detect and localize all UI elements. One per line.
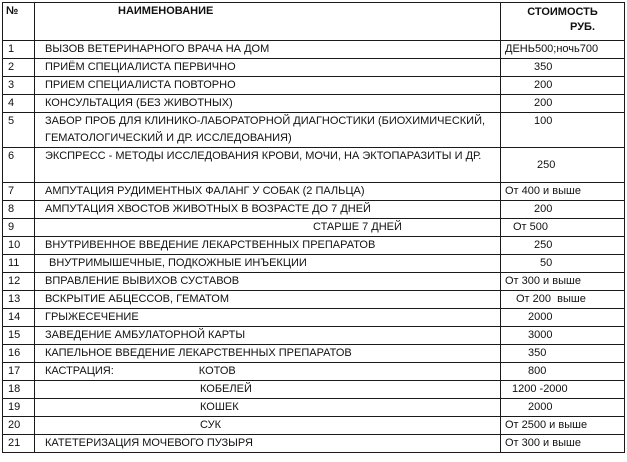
- header-price: [501, 3, 625, 41]
- row-number: 13: [3, 291, 35, 309]
- row-name-indented: СТАРШЕ 7 ДНЕЙ: [313, 221, 402, 233]
- row-number: 12: [3, 273, 35, 291]
- row-name: ВЫЗОВ ВЕТЕРИНАРНОГО ВРАЧА НА ДОМ: [35, 41, 501, 59]
- row-name: [35, 381, 501, 399]
- row-number: 9: [3, 219, 35, 237]
- row-number: 20: [3, 417, 35, 435]
- row-name: ЗАВЕДЕНИЕ АМБУЛАТОРНОЙ КАРТЫ: [35, 327, 501, 345]
- header-number: №: [3, 3, 35, 41]
- row-price: От 300 и выше: [501, 273, 625, 291]
- table-row: [3, 363, 625, 381]
- row-name: [35, 219, 501, 237]
- table-row: [3, 237, 625, 255]
- row-name-indented: КОШЕК: [200, 401, 239, 413]
- row-name: ПРИЁМ СПЕЦИАЛИСТА ПЕРВИЧНО: [35, 59, 501, 77]
- table-row: [3, 345, 625, 363]
- row-price: 3000: [501, 327, 625, 345]
- table-row: [3, 77, 625, 95]
- row-number: 10: [3, 237, 35, 255]
- header-price-line2: РУБ.: [570, 21, 595, 33]
- row-number: 5: [3, 113, 35, 148]
- price-table: [2, 2, 625, 453]
- row-name-indented: КОБЕЛЕЙ: [200, 383, 252, 395]
- table-row: [3, 201, 625, 219]
- row-name: [35, 363, 501, 381]
- row-number: 16: [3, 345, 35, 363]
- row-price: 800: [501, 363, 625, 381]
- row-name: ЭКСПРЕСС - МЕТОДЫ ИССЛЕДОВАНИЯ КРОВИ, МОЧИ, НА ЭКТОПАРАЗИТЫ И ДР.: [35, 148, 501, 183]
- row-price: ДЕНЬ500;ночь700: [501, 41, 625, 59]
- row-name: КАТЕТЕРИЗАЦИЯ МОЧЕВОГО ПУЗЫРЯ: [35, 435, 501, 453]
- row-price: От 400 и выше: [501, 183, 625, 201]
- row-name: АМПУТАЦИЯ ХВОСТОВ ЖИВОТНЫХ В ВОЗРАСТЕ ДО 7 ДНЕЙ: [35, 201, 501, 219]
- row-price: 1200 -2000: [501, 381, 625, 399]
- row-price: 350: [501, 345, 625, 363]
- table-row: [3, 309, 625, 327]
- table-row: [3, 291, 625, 309]
- row-name: КАПЕЛЬНОЕ ВВЕДЕНИЕ ЛЕКАРСТВЕННЫХ ПРЕПАРАТОВ: [35, 345, 501, 363]
- row-number: 3: [3, 77, 35, 95]
- row-price: 2000: [501, 399, 625, 417]
- row-number: 1: [3, 41, 35, 59]
- row-number: 18: [3, 381, 35, 399]
- row-price: 250: [501, 148, 625, 183]
- table-row: [3, 41, 625, 59]
- row-name: КОНСУЛЬТАЦИЯ (БЕЗ ЖИВОТНЫХ): [35, 95, 501, 113]
- row-price: От 300 и выше: [501, 435, 625, 453]
- row-name: ВПРАВЛЕНИЕ ВЫВИХОВ СУСТАВОВ: [35, 273, 501, 291]
- row-number: 8: [3, 201, 35, 219]
- row-name: ЗАБОР ПРОБ ДЛЯ КЛИНИКО-ЛАБОРАТОРНОЙ ДИАГНОСТИКИ (БИОХИМИЧЕСКИЙ, ГЕМАТОЛОГИЧЕСКИЙ И ДР. ИССЛЕДОВАНИЯ): [35, 113, 501, 148]
- row-name-sub: КОТОВ: [198, 365, 236, 377]
- row-number: 11: [3, 255, 35, 273]
- header-price-line1: СТОИМОСТЬ: [527, 6, 598, 18]
- row-name-group: КАСТРАЦИЯ:: [45, 365, 114, 377]
- row-price: От 200 выше: [501, 291, 625, 309]
- row-price: 200: [501, 201, 625, 219]
- row-price: От 500: [501, 219, 625, 237]
- row-name: ПРИЕМ СПЕЦИАЛИСТА ПОВТОРНО: [35, 77, 501, 95]
- row-price: 2000: [501, 309, 625, 327]
- table-row: [3, 183, 625, 201]
- table-row: [3, 381, 625, 399]
- row-price: 100: [501, 113, 625, 148]
- row-number: 17: [3, 363, 35, 381]
- row-price: 50: [501, 255, 625, 273]
- row-price: 200: [501, 77, 625, 95]
- table-row: [3, 219, 625, 237]
- row-number: 2: [3, 59, 35, 77]
- table-row: [3, 59, 625, 77]
- row-name-indented: СУК: [200, 419, 221, 431]
- row-price: 200: [501, 95, 625, 113]
- row-number: 15: [3, 327, 35, 345]
- row-name: ГРЫЖЕСЕЧЕНИЕ: [35, 309, 501, 327]
- table-row: [3, 435, 625, 453]
- row-number: 6: [3, 148, 35, 183]
- table-header-row: [3, 3, 625, 41]
- row-number: 4: [3, 95, 35, 113]
- table-row: [3, 399, 625, 417]
- table-row: [3, 417, 625, 435]
- table-row: [3, 273, 625, 291]
- header-name: НАИМЕНОВАНИЕ: [35, 3, 501, 41]
- table-row: [3, 113, 625, 148]
- table-row: [3, 255, 625, 273]
- row-name: АМПУТАЦИЯ РУДИМЕНТНЫХ ФАЛАНГ У СОБАК (2 ПАЛЬЦА): [35, 183, 501, 201]
- row-number: 19: [3, 399, 35, 417]
- row-number: 14: [3, 309, 35, 327]
- row-price: От 2500 и выше: [501, 417, 625, 435]
- row-name: ВСКРЫТИЕ АБЦЕССОВ, ГЕМАТОМ: [35, 291, 501, 309]
- table-row: [3, 148, 625, 183]
- row-name: ВНУТРИМЫШЕЧНЫЕ, ПОДКОЖНЫЕ ИНЪЕКЦИИ: [35, 255, 501, 273]
- row-price: 350: [501, 59, 625, 77]
- row-price: 250: [501, 237, 625, 255]
- row-name: [35, 399, 501, 417]
- table-row: [3, 327, 625, 345]
- table-row: [3, 95, 625, 113]
- row-number: 7: [3, 183, 35, 201]
- row-number: 21: [3, 435, 35, 453]
- row-name: ВНУТРИВЕННОЕ ВВЕДЕНИЕ ЛЕКАРСТВЕННЫХ ПРЕПАРАТОВ: [35, 237, 501, 255]
- row-name: [35, 417, 501, 435]
